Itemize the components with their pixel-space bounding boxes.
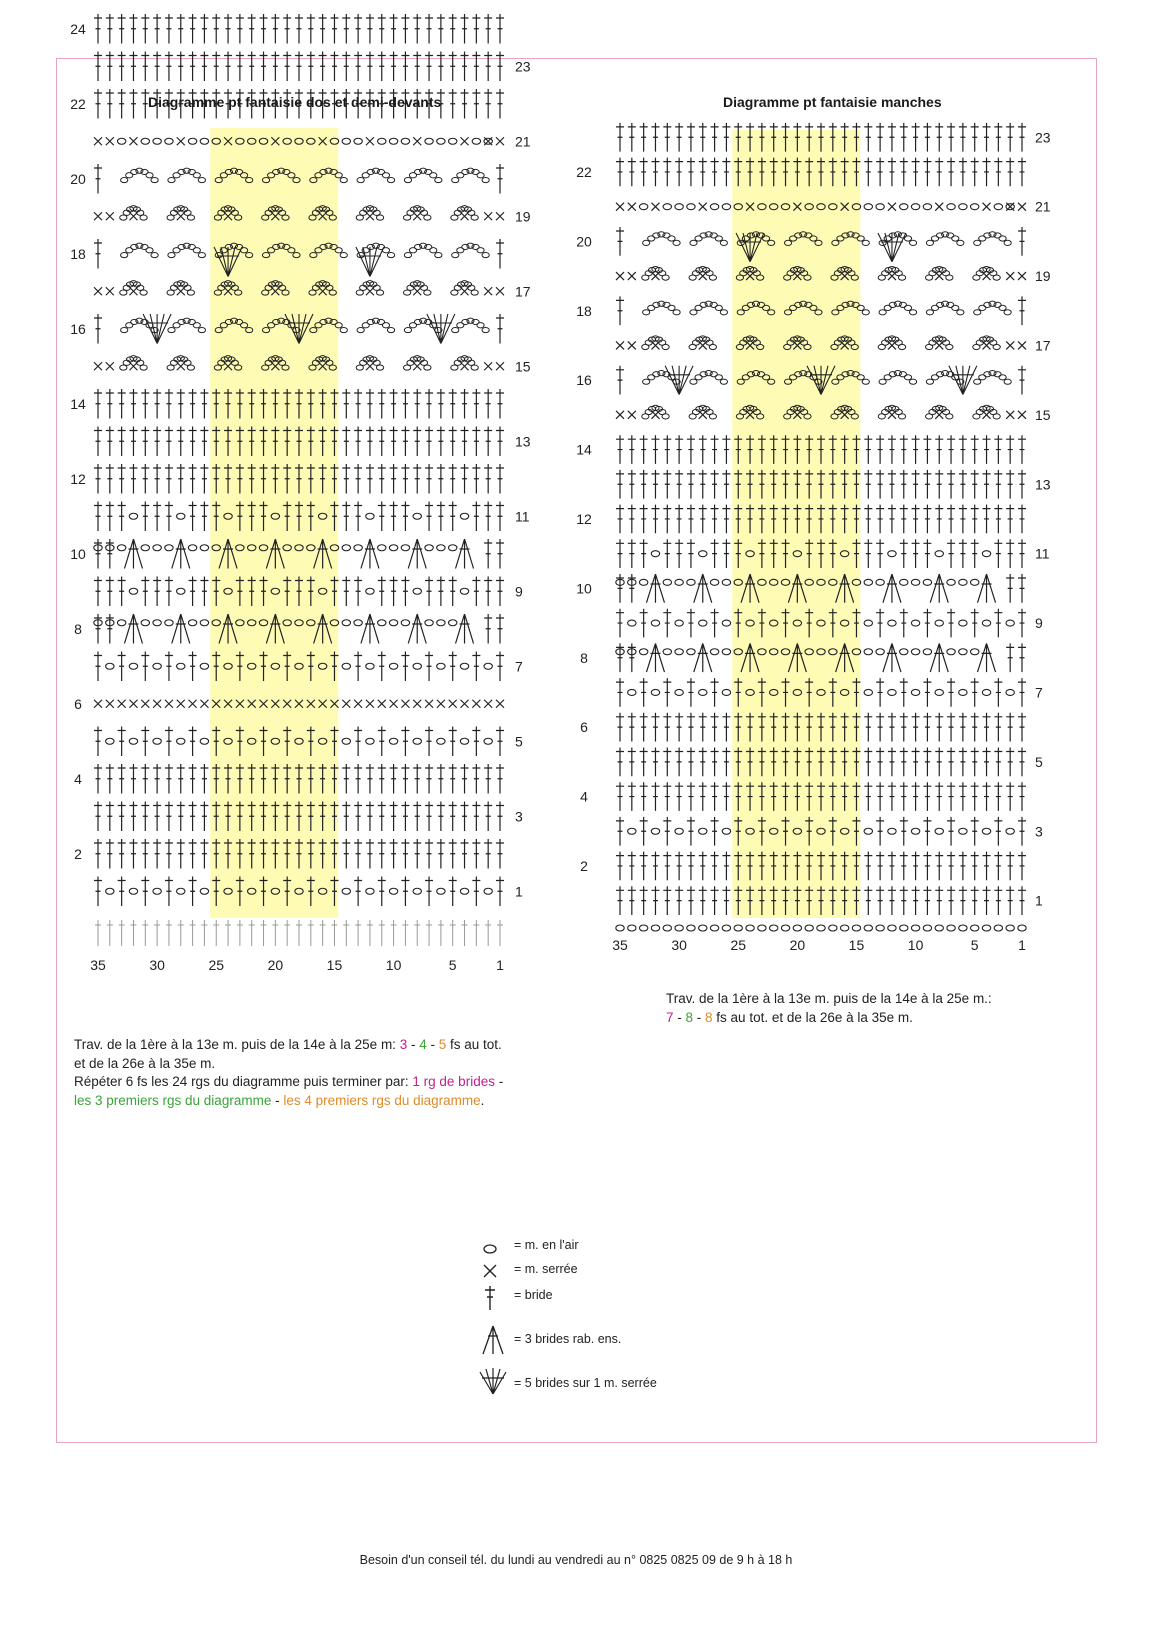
column-number: 1 — [496, 957, 504, 973]
stitch-row — [616, 470, 1026, 499]
stitch-row — [94, 389, 504, 419]
row-number: 22 — [576, 163, 592, 180]
row-number: 3 — [515, 808, 523, 825]
chain-icon — [480, 1238, 500, 1256]
row-number: 5 — [515, 733, 523, 750]
stitch-row — [616, 782, 1026, 811]
stitch-row — [616, 748, 1026, 777]
column-number: 35 — [90, 957, 106, 973]
stitch-row — [616, 852, 1026, 881]
left-diagram-title: Diagramme pt fantaisie dos et demi-devants — [148, 94, 442, 110]
column-number: 20 — [267, 957, 284, 973]
row-number: 22 — [70, 95, 86, 112]
row-number: 10 — [576, 580, 592, 597]
left-notes: Trav. de la 1ère à la 13e m. puis de la 14e à la 25e m: 3 - 4 - 5 fs au tot. et de la 26e à la 35e m. Répéter 6 fs les 24 rgs du diagramme puis terminer par: 1 rg de brides - les 3 premiers rgs du diagramme - les 4 premiers rgs du diagramme. — [74, 1037, 504, 1108]
row-number: 6 — [580, 719, 588, 736]
column-number: 15 — [326, 957, 343, 973]
row-number: 21 — [515, 133, 531, 150]
row-number: 15 — [515, 358, 531, 375]
stitch-row — [94, 464, 504, 494]
stitch-row — [94, 764, 504, 794]
row-number: 16 — [576, 372, 592, 389]
row-number: 18 — [70, 245, 86, 262]
row-number: 7 — [1035, 684, 1043, 701]
row-number: 13 — [1035, 476, 1051, 493]
row-number: 13 — [515, 433, 531, 450]
row-number: 5 — [1035, 753, 1043, 770]
stitch-row — [94, 577, 504, 607]
row-number: 9 — [1035, 615, 1043, 632]
stitch-row — [94, 502, 504, 532]
column-number: 5 — [970, 937, 979, 953]
row-number: 4 — [74, 770, 82, 787]
column-number: 10 — [385, 957, 402, 973]
right-crochet-diagram — [576, 120, 1060, 980]
row-number: 18 — [576, 302, 592, 319]
column-number: 15 — [848, 937, 865, 953]
column-number: 30 — [671, 937, 687, 953]
row-number: 7 — [515, 658, 523, 675]
foundation-row — [95, 920, 503, 946]
single-crochet-icon — [480, 1262, 500, 1280]
row-number: 23 — [1035, 129, 1051, 146]
row-number: 11 — [515, 508, 530, 525]
row-number: 17 — [515, 283, 531, 300]
column-number: 30 — [149, 957, 165, 973]
row-number: 14 — [70, 395, 86, 412]
foundation-chain — [616, 925, 1026, 931]
repeat-highlight — [732, 130, 860, 918]
row-number: 16 — [70, 320, 86, 337]
row-number: 8 — [580, 649, 588, 666]
right-notes: Trav. de la 1ère à la 13e m. puis de la 14e à la 25e m.: 7 - 8 - 8 fs au tot. et de la 26e à la 35e m. — [666, 991, 992, 1025]
stitch-row — [616, 158, 1026, 187]
row-number: 9 — [515, 583, 523, 600]
column-number: 25 — [208, 957, 225, 973]
row-number: 15 — [1035, 406, 1051, 423]
row-number: 1 — [515, 883, 523, 900]
column-number: 25 — [730, 937, 747, 953]
stitch-row — [616, 539, 1026, 568]
repeat-highlight — [210, 128, 338, 918]
row-number: 1 — [1035, 892, 1043, 909]
row-number: 12 — [576, 510, 592, 527]
stitch-row — [616, 123, 1026, 152]
stitch-row — [616, 886, 1026, 915]
stitch-row — [616, 713, 1026, 742]
row-number: 4 — [580, 788, 588, 805]
row-number: 20 — [70, 170, 86, 187]
stitch-row — [94, 14, 504, 44]
column-number: 20 — [789, 937, 806, 953]
stitch-row — [94, 839, 504, 869]
row-number: 20 — [576, 233, 592, 250]
row-number: 8 — [74, 620, 82, 637]
dc3tog-icon — [480, 1324, 506, 1356]
stitch-row — [94, 427, 504, 457]
stitch-row — [616, 435, 1026, 464]
stitch-row — [616, 505, 1026, 534]
shell-icon — [478, 1366, 508, 1398]
row-number: 11 — [1035, 545, 1050, 562]
right-diagram-title: Diagramme pt fantaisie manches — [723, 94, 942, 110]
row-number: 10 — [70, 545, 86, 562]
row-number: 17 — [1035, 337, 1051, 354]
stitch-row — [94, 314, 504, 344]
column-number: 10 — [907, 937, 924, 953]
row-number: 19 — [515, 208, 531, 225]
row-number: 12 — [70, 470, 86, 487]
column-number: 35 — [612, 937, 628, 953]
row-number: 3 — [1035, 823, 1043, 840]
row-number: 19 — [1035, 268, 1051, 285]
double-crochet-icon — [480, 1284, 500, 1312]
row-number: 24 — [70, 20, 86, 37]
footer-helpline: Besoin d'un conseil tél. du lundi au vendredi au n° 0825 0825 09 de 9 h à 18 h — [359, 1553, 793, 1567]
row-number: 2 — [74, 845, 82, 862]
stitch-row — [616, 366, 1026, 395]
column-number: 1 — [1018, 937, 1026, 953]
row-number: 21 — [1035, 198, 1051, 215]
row-number: 2 — [580, 857, 588, 874]
stitch-row — [94, 802, 504, 832]
row-number: 14 — [576, 441, 592, 458]
row-number: 23 — [515, 58, 531, 75]
row-number: 6 — [74, 695, 82, 712]
column-number: 5 — [448, 957, 457, 973]
